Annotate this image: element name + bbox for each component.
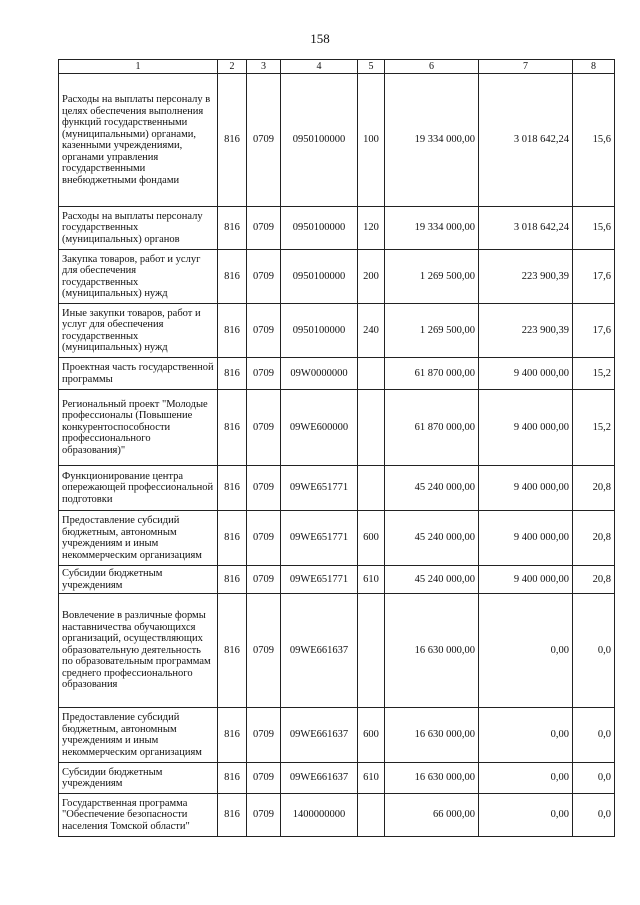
planned-amount-cell: 45 240 000,00 (385, 511, 479, 566)
execution-percent-cell: 15,6 (573, 207, 615, 250)
planned-amount-cell: 1 269 500,00 (385, 250, 479, 304)
grbs-cell: 816 (218, 794, 247, 837)
grbs-cell: 816 (218, 304, 247, 358)
target-article-cell: 09W0000000 (281, 358, 358, 390)
expense-type-cell: 610 (358, 763, 385, 794)
row-name-cell: Вовлечение в различные формы наставничества обучающихся организаций, осуществляющих образовательную деятельность по образовательным программам среднего профессионального образования (59, 594, 218, 708)
header-cell: 6 (385, 60, 479, 74)
planned-amount-cell: 19 334 000,00 (385, 74, 479, 207)
section-cell: 0709 (247, 763, 281, 794)
execution-percent-cell: 20,8 (573, 466, 615, 511)
table-row (59, 74, 615, 207)
table-row (59, 304, 615, 358)
execution-percent-cell: 15,2 (573, 390, 615, 466)
executed-amount-cell: 9 400 000,00 (479, 566, 573, 594)
section-cell: 0709 (247, 250, 281, 304)
executed-amount-cell: 3 018 642,24 (479, 207, 573, 250)
table-row (59, 794, 615, 837)
row-name-cell: Субсидии бюджетным учреждениям (59, 566, 218, 594)
header-cell: 7 (479, 60, 573, 74)
expense-type-cell (358, 794, 385, 837)
section-cell: 0709 (247, 594, 281, 708)
planned-amount-cell: 1 269 500,00 (385, 304, 479, 358)
section-cell: 0709 (247, 566, 281, 594)
target-article-cell: 09WE661637 (281, 708, 358, 763)
section-cell: 0709 (247, 390, 281, 466)
planned-amount-cell: 66 000,00 (385, 794, 479, 837)
target-article-cell: 0950100000 (281, 207, 358, 250)
section-cell: 0709 (247, 511, 281, 566)
target-article-cell: 0950100000 (281, 74, 358, 207)
expense-type-cell: 100 (358, 74, 385, 207)
target-article-cell: 09WE651771 (281, 511, 358, 566)
target-article-cell: 0950100000 (281, 304, 358, 358)
grbs-cell: 816 (218, 207, 247, 250)
executed-amount-cell: 223 900,39 (479, 304, 573, 358)
expense-type-cell (358, 594, 385, 708)
row-name-cell: Расходы на выплаты персоналу в целях обеспечения выполнения функций государственными (муниципальными) органами, казенными учреждениями, органами управления государственными внебюджетными фондами (59, 74, 218, 207)
target-article-cell: 1400000000 (281, 794, 358, 837)
expense-type-cell (358, 466, 385, 511)
planned-amount-cell: 16 630 000,00 (385, 763, 479, 794)
table-row (59, 358, 615, 390)
section-cell: 0709 (247, 74, 281, 207)
grbs-cell: 816 (218, 466, 247, 511)
table-row (59, 594, 615, 708)
table-row (59, 466, 615, 511)
header-cell: 2 (218, 60, 247, 74)
expense-type-cell: 610 (358, 566, 385, 594)
executed-amount-cell: 9 400 000,00 (479, 358, 573, 390)
executed-amount-cell: 9 400 000,00 (479, 466, 573, 511)
grbs-cell: 816 (218, 763, 247, 794)
row-name-cell: Закупка товаров, работ и услуг для обеспечения государственных (муниципальных) нужд (59, 250, 218, 304)
target-article-cell: 09WE651771 (281, 466, 358, 511)
planned-amount-cell: 19 334 000,00 (385, 207, 479, 250)
execution-percent-cell: 0,0 (573, 594, 615, 708)
grbs-cell: 816 (218, 250, 247, 304)
target-article-cell: 0950100000 (281, 250, 358, 304)
row-name-cell: Субсидии бюджетным учреждениям (59, 763, 218, 794)
expense-type-cell: 120 (358, 207, 385, 250)
row-name-cell: Проектная часть государственной программы (59, 358, 218, 390)
executed-amount-cell: 9 400 000,00 (479, 390, 573, 466)
target-article-cell: 09WE600000 (281, 390, 358, 466)
execution-percent-cell: 20,8 (573, 566, 615, 594)
execution-percent-cell: 15,2 (573, 358, 615, 390)
header-cell: 5 (358, 60, 385, 74)
executed-amount-cell: 0,00 (479, 763, 573, 794)
execution-percent-cell: 20,8 (573, 511, 615, 566)
table-row (59, 511, 615, 566)
table-row (59, 250, 615, 304)
section-cell: 0709 (247, 207, 281, 250)
executed-amount-cell: 0,00 (479, 794, 573, 837)
execution-percent-cell: 0,0 (573, 763, 615, 794)
table-row (59, 566, 615, 594)
budget-table (58, 59, 615, 837)
planned-amount-cell: 45 240 000,00 (385, 566, 479, 594)
section-cell: 0709 (247, 794, 281, 837)
grbs-cell: 816 (218, 594, 247, 708)
executed-amount-cell: 0,00 (479, 708, 573, 763)
section-cell: 0709 (247, 708, 281, 763)
execution-percent-cell: 15,6 (573, 74, 615, 207)
row-name-cell: Региональный проект "Молодые профессионалы (Повышение конкурентоспособности профессионального образования)" (59, 390, 218, 466)
table-row (59, 390, 615, 466)
executed-amount-cell: 3 018 642,24 (479, 74, 573, 207)
expense-type-cell (358, 358, 385, 390)
header-cell: 1 (59, 60, 218, 74)
header-cell: 8 (573, 60, 615, 74)
planned-amount-cell: 61 870 000,00 (385, 358, 479, 390)
section-cell: 0709 (247, 358, 281, 390)
grbs-cell: 816 (218, 390, 247, 466)
executed-amount-cell: 0,00 (479, 594, 573, 708)
grbs-cell: 816 (218, 358, 247, 390)
header-cell: 3 (247, 60, 281, 74)
execution-percent-cell: 17,6 (573, 304, 615, 358)
table-row (59, 207, 615, 250)
grbs-cell: 816 (218, 708, 247, 763)
planned-amount-cell: 61 870 000,00 (385, 390, 479, 466)
row-name-cell: Государственная программа "Обеспечение безопасности населения Томской области" (59, 794, 218, 837)
execution-percent-cell: 0,0 (573, 708, 615, 763)
executed-amount-cell: 9 400 000,00 (479, 511, 573, 566)
target-article-cell: 09WE661637 (281, 594, 358, 708)
target-article-cell: 09WE661637 (281, 763, 358, 794)
table-row (59, 708, 615, 763)
row-name-cell: Иные закупки товаров, работ и услуг для обеспечения государственных (муниципальных) нужд (59, 304, 218, 358)
row-name-cell: Функционирование центра опережающей профессиональной подготовки (59, 466, 218, 511)
row-name-cell: Расходы на выплаты персоналу государственных (муниципальных) органов (59, 207, 218, 250)
page-number: 158 (310, 31, 330, 46)
section-cell: 0709 (247, 304, 281, 358)
expense-type-cell: 240 (358, 304, 385, 358)
planned-amount-cell: 16 630 000,00 (385, 708, 479, 763)
execution-percent-cell: 17,6 (573, 250, 615, 304)
grbs-cell: 816 (218, 74, 247, 207)
execution-percent-cell: 0,0 (573, 794, 615, 837)
row-name-cell: Предоставление субсидий бюджетным, автономным учреждениям и иным некоммерческим организациям (59, 708, 218, 763)
expense-type-cell: 600 (358, 708, 385, 763)
grbs-cell: 816 (218, 566, 247, 594)
table-row (59, 763, 615, 794)
row-name-cell: Предоставление субсидий бюджетным, автономным учреждениям и иным некоммерческим организациям (59, 511, 218, 566)
target-article-cell: 09WE651771 (281, 566, 358, 594)
grbs-cell: 816 (218, 511, 247, 566)
expense-type-cell (358, 390, 385, 466)
section-cell: 0709 (247, 466, 281, 511)
expense-type-cell: 200 (358, 250, 385, 304)
header-row (59, 60, 615, 74)
planned-amount-cell: 45 240 000,00 (385, 466, 479, 511)
planned-amount-cell: 16 630 000,00 (385, 594, 479, 708)
header-cell: 4 (281, 60, 358, 74)
expense-type-cell: 600 (358, 511, 385, 566)
executed-amount-cell: 223 900,39 (479, 250, 573, 304)
